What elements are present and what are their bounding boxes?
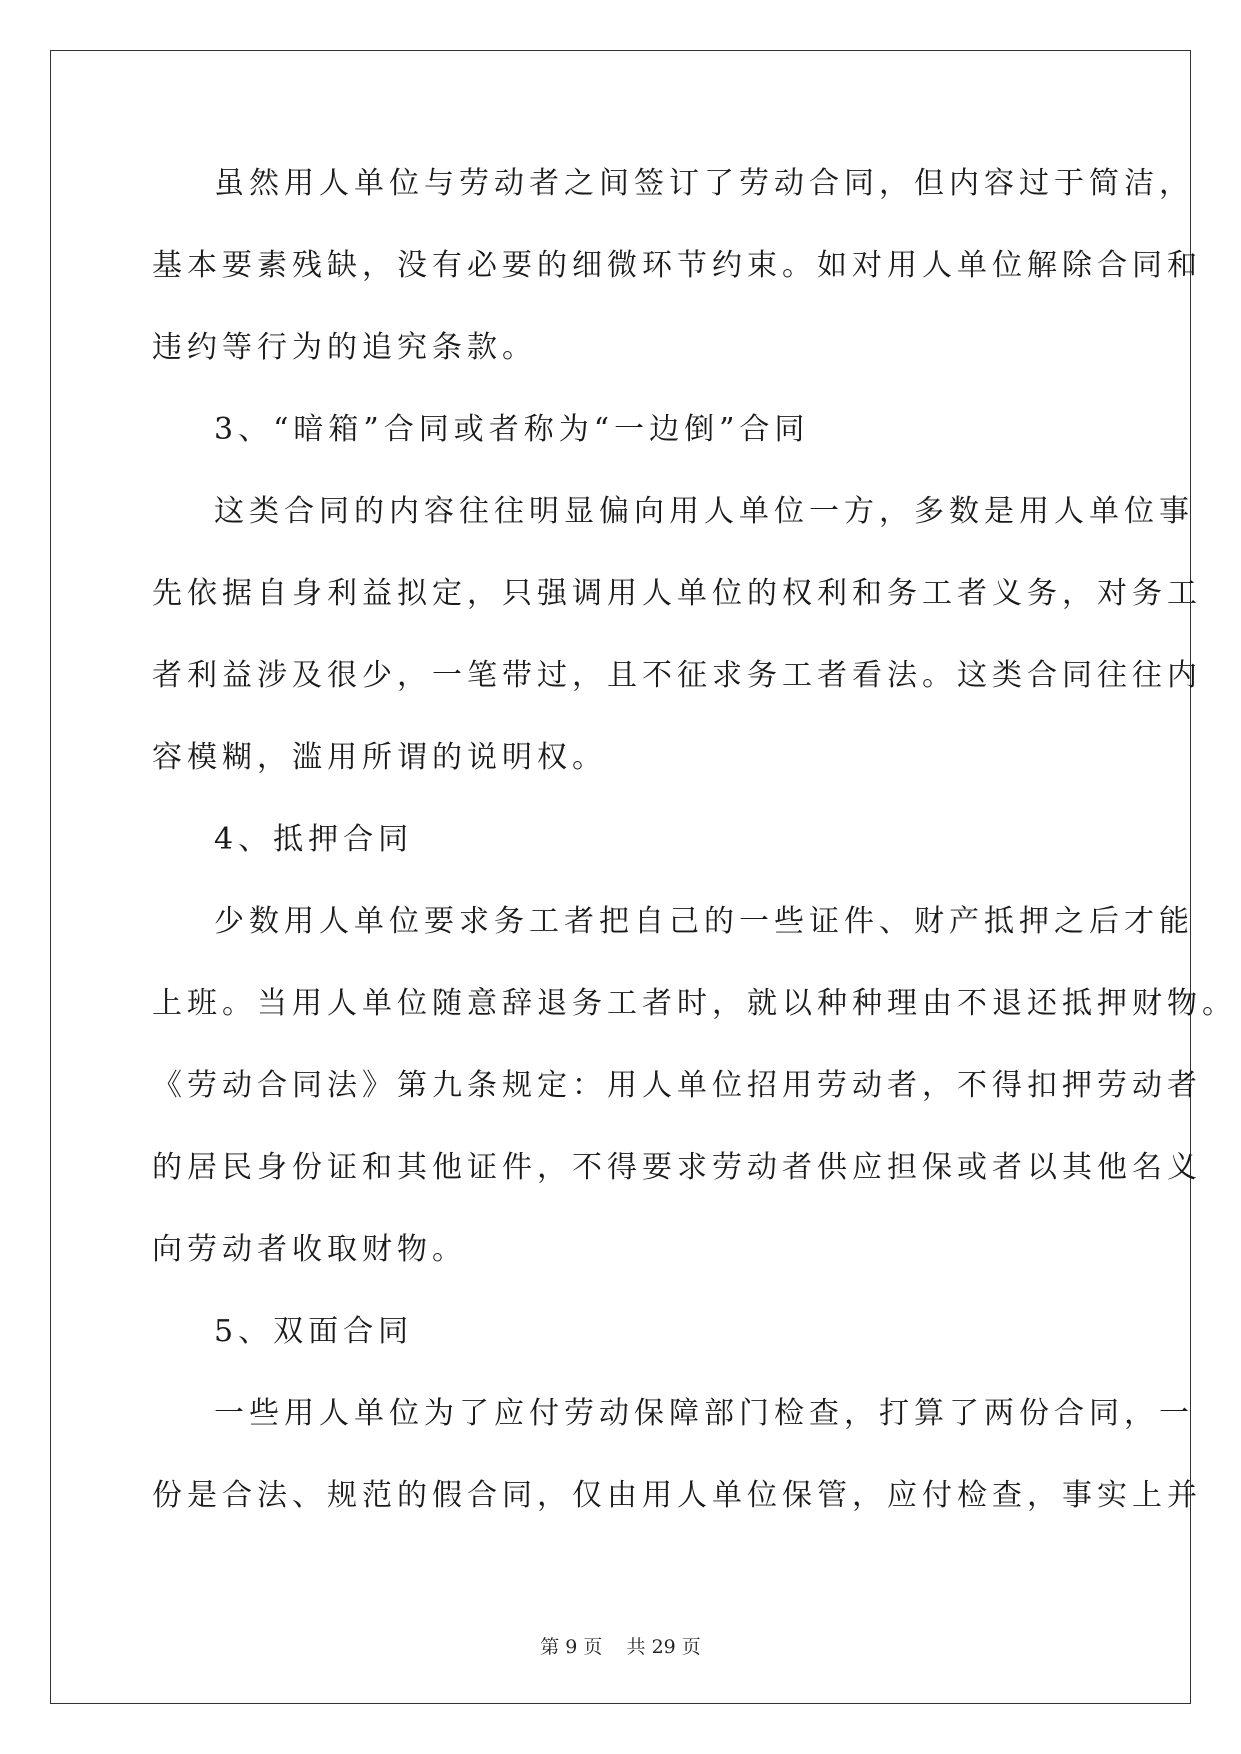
paragraph-line: 虽然用人单位与劳动者之间签订了劳动合同，但内容过于简洁，	[214, 166, 1194, 201]
paragraph-line: 的居民身份证和其他证件，不得要求劳动者供应担保或者以其他名义	[152, 1150, 1202, 1185]
paragraph-line: 少数用人单位要求务工者把自己的一些证件、财产抵押之后才能	[214, 904, 1194, 939]
page-footer	[0, 1632, 1241, 1659]
paragraph-line: 容模糊，滥用所谓的说明权。	[152, 740, 607, 775]
paragraph-line: 份是合法、规范的假合同，仅由用人单位保管，应付检查，事实上并	[152, 1478, 1202, 1513]
paragraph-line: 这类合同的内容往往明显偏向用人单位一方，多数是用人单位事	[214, 494, 1194, 529]
paragraph-line: 先依据自身利益拟定，只强调用人单位的权利和务工者义务，对务工	[152, 576, 1202, 611]
paragraph-line: 向劳动者收取财物。	[152, 1232, 467, 1267]
paragraph-line: 《劳动合同法》第九条规定：用人单位招用劳动者，不得扣押劳动者	[152, 1068, 1202, 1103]
paragraph-line: 基本要素残缺，没有必要的细微环节约束。如对用人单位解除合同和	[152, 248, 1202, 283]
paragraph-line: 上班。当用人单位随意辞退务工者时，就以种种理由不退还抵押财物。	[152, 986, 1237, 1021]
section-heading: 4、抵押合同	[214, 822, 414, 857]
page-number: 第 9 页 共 29 页	[540, 1636, 701, 1658]
paragraph-line: 一些用人单位为了应付劳动保障部门检查，打算了两份合同，一	[214, 1396, 1194, 1431]
document-body	[152, 160, 1237, 1554]
section-heading: 3、“暗箱”合同或者称为“一边倒”合同	[214, 412, 810, 447]
paragraph-line: 违约等行为的追究条款。	[152, 330, 537, 365]
section-heading: 5、双面合同	[214, 1314, 414, 1349]
paragraph-line: 者利益涉及很少，一笔带过，且不征求务工者看法。这类合同往往内	[152, 658, 1202, 693]
